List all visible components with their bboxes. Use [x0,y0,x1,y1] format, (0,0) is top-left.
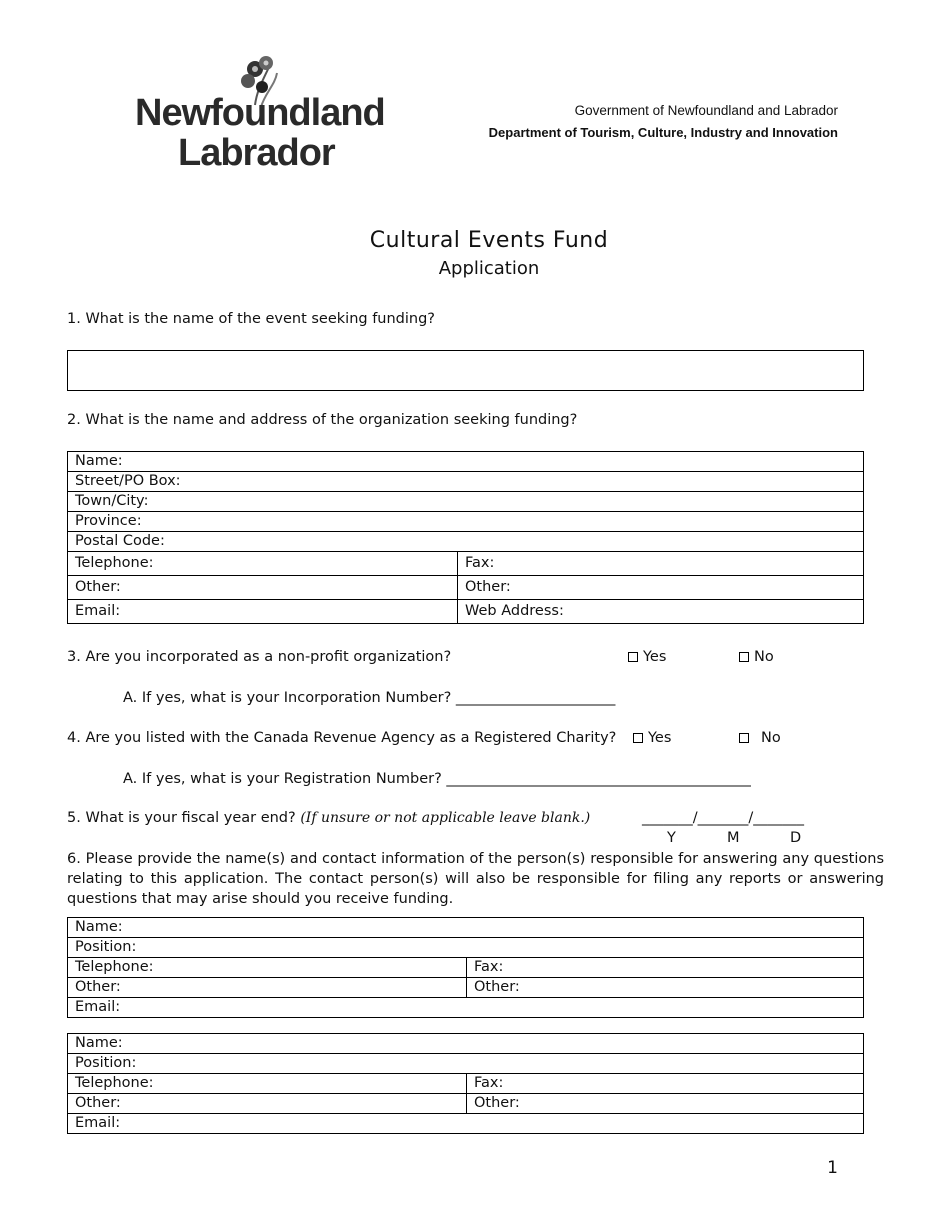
date-label-d: D [790,830,802,846]
question-2: 2. What is the name and address of the organization seeking funding? [67,412,578,428]
q3-yes-label: Yes [643,649,667,665]
contact2-telephone-label: Telephone: [75,1075,154,1091]
date-label-y: Y [667,830,676,846]
org-fax-field[interactable] [458,552,864,576]
q3-no-checkbox[interactable] [739,652,749,662]
q4-yes-label: Yes [648,730,672,746]
org-web-label: Web Address: [465,603,564,619]
org-email-field[interactable] [68,600,458,624]
org-other-left-field[interactable] [68,576,458,600]
contact1-email-field[interactable] [68,998,864,1018]
contact2-name-label: Name: [75,1035,123,1051]
org-name-label: Name: [75,453,123,469]
contact1-position-field[interactable] [68,938,864,958]
question-4a [123,771,751,787]
org-town-label: Town/City: [75,493,149,509]
contact1-other-left-field[interactable] [68,978,467,998]
org-street-field[interactable] [68,472,864,492]
org-fax-label: Fax: [465,555,495,571]
contact2-email-field[interactable] [68,1114,864,1134]
event-name-field[interactable] [67,350,864,391]
q3-no-label: No [754,649,774,665]
logo-text-newfoundland: Newfoundland [135,92,385,134]
contact2-name-field[interactable] [68,1034,864,1054]
contact1-fax-field[interactable] [467,958,864,978]
contact2-fax-label: Fax: [474,1075,504,1091]
contact2-fax-field[interactable] [467,1074,864,1094]
contact-table-2 [67,1033,864,1134]
q3a-label: A. If yes, what is your Incorporation Number? [123,690,452,706]
q4-yes-checkbox[interactable] [633,733,643,743]
org-province-field[interactable] [68,512,864,532]
contact1-email-label: Email: [75,999,121,1015]
contact-table-1 [67,917,864,1018]
question-3a [123,690,615,706]
contact1-telephone-field[interactable] [68,958,467,978]
org-town-field[interactable] [68,492,864,512]
registration-number-field[interactable]: __________________________________________ [446,771,751,787]
q3-yes-option[interactable] [628,649,666,665]
page-number: 1 [827,1158,838,1178]
org-other-left-label: Other: [75,579,121,595]
contact2-email-label: Email: [75,1115,121,1131]
question-5 [67,810,590,826]
contact1-fax-label: Fax: [474,959,504,975]
q3-no-option[interactable] [739,649,774,665]
incorporation-number-field[interactable]: ______________________ [455,690,616,706]
page-title: Cultural Events Fund [369,228,609,253]
org-other-right-label: Other: [465,579,511,595]
organization-table [67,451,864,624]
org-email-label: Email: [75,603,121,619]
contact2-position-field[interactable] [68,1054,864,1074]
date-label-m: M [727,830,740,846]
org-postal-field[interactable] [68,532,864,552]
org-telephone-field[interactable] [68,552,458,576]
contact1-name-label: Name: [75,919,123,935]
q3-yes-checkbox[interactable] [628,652,638,662]
org-telephone-label: Telephone: [75,555,154,571]
q4-no-label: No [761,730,781,746]
question-6: 6. Please provide the name(s) and contact information of the person(s) responsible for answering any questions relating to this application. The contact person(s) will also be responsible for filing any reports or answering questions that may arise should you receive funding. [67,851,884,907]
org-name-field[interactable] [68,452,864,472]
question-1: 1. What is the name of the event seeking funding? [67,311,436,327]
government-name: Government of Newfoundland and Labrador [574,103,838,118]
contact1-position-label: Position: [75,939,137,955]
q4-no-checkbox[interactable] [739,733,749,743]
contact2-other-left-label: Other: [75,1095,121,1111]
contact1-other-right-label: Other: [474,979,520,995]
org-other-right-field[interactable] [458,576,864,600]
question-3: 3. Are you incorporated as a non-profit organization? [67,649,452,665]
org-postal-label: Postal Code: [75,533,165,549]
q5-note: (If unsure or not applicable leave blank.) [300,810,591,826]
contact2-telephone-field[interactable] [68,1074,467,1094]
contact1-other-left-label: Other: [75,979,121,995]
logo-text-labrador: Labrador [178,132,335,174]
q4-yes-option[interactable] [633,730,671,746]
org-street-label: Street/PO Box: [75,473,181,489]
contact2-other-left-field[interactable] [68,1094,467,1114]
fiscal-year-end-field[interactable]: _______/_______/_______ [642,810,805,826]
q4-no-option[interactable] [739,730,781,746]
org-web-field[interactable] [458,600,864,624]
contact2-position-label: Position: [75,1055,137,1071]
org-province-label: Province: [75,513,142,529]
page-subtitle: Application [438,258,540,279]
contact1-telephone-label: Telephone: [75,959,154,975]
contact1-other-right-field[interactable] [467,978,864,998]
contact2-other-right-label: Other: [474,1095,520,1111]
question-4: 4. Are you listed with the Canada Revenue Agency as a Registered Charity? [67,730,617,746]
q5-label: 5. What is your fiscal year end? [67,810,296,826]
contact2-other-right-field[interactable] [467,1094,864,1114]
contact1-name-field[interactable] [68,918,864,938]
q4a-label: A. If yes, what is your Registration Number? [123,771,442,787]
department-name: Department of Tourism, Culture, Industry and Innovation [488,125,838,140]
